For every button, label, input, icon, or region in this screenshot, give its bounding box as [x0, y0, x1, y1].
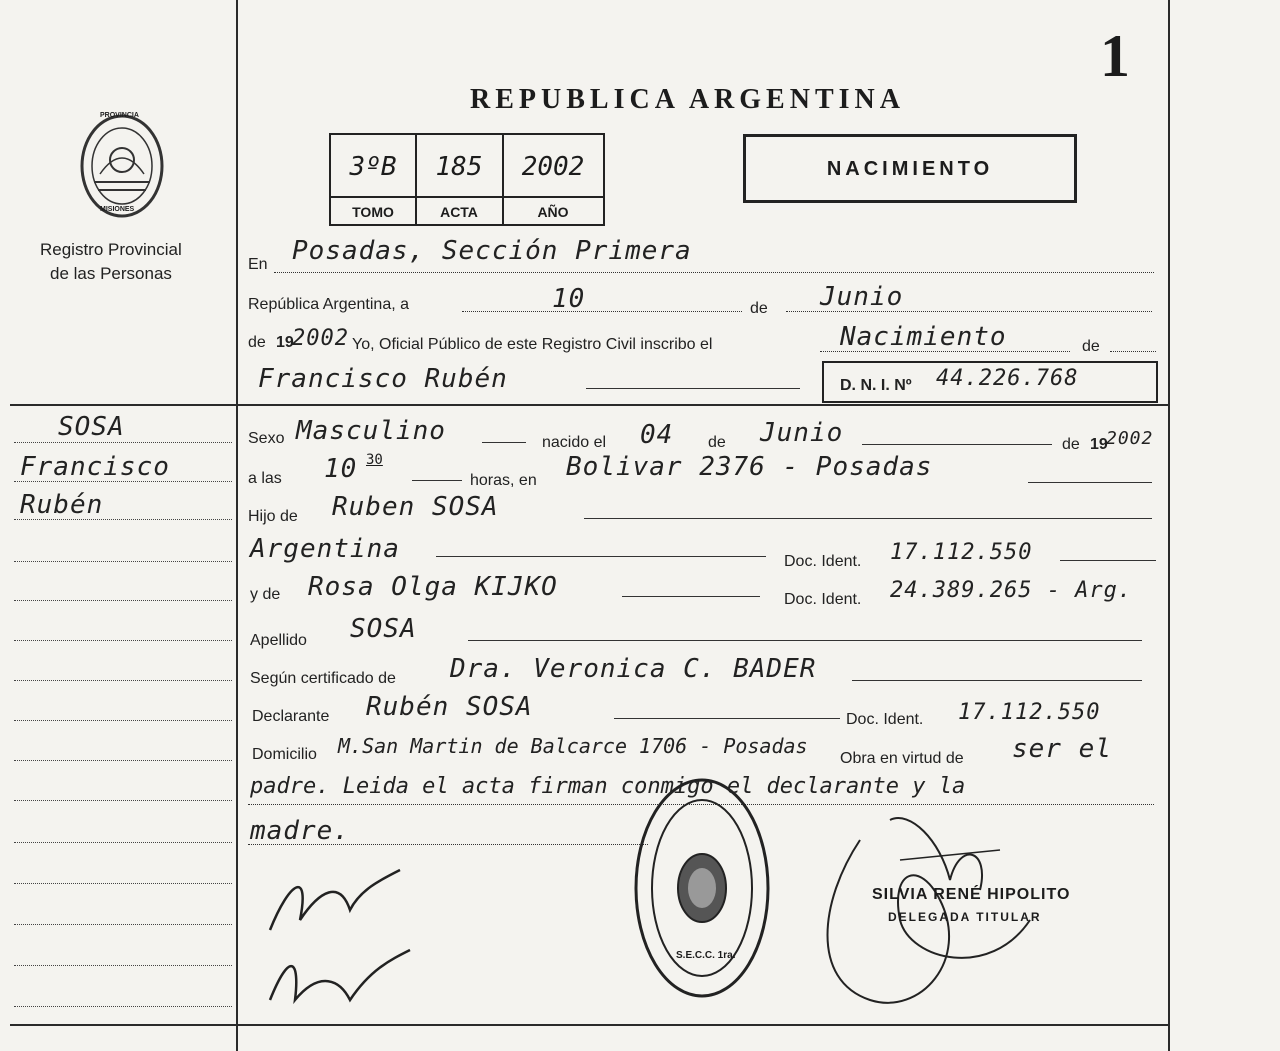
label-year-prefix: 19	[276, 334, 294, 351]
entry-father-nationality: Argentina	[250, 534, 400, 564]
fill-line	[248, 844, 648, 845]
label-de1: de	[750, 300, 768, 317]
label-doc3: Doc. Ident.	[846, 711, 924, 728]
seal-icon	[78, 112, 166, 220]
margin-name1: Francisco	[20, 452, 170, 482]
official-stamp	[632, 776, 772, 1000]
entry-day: 10	[552, 284, 586, 314]
fill-line	[436, 556, 766, 557]
label-en: En	[248, 256, 268, 273]
seal-top-text: PROVINCIA	[100, 112, 139, 119]
margin-line	[14, 842, 232, 843]
signatory-name: SILVIA RENÉ HIPOLITO	[872, 886, 1071, 903]
fill-line	[462, 311, 742, 312]
entry-doctor: Dra. Veronica C. BADER	[450, 654, 817, 684]
margin-line	[14, 519, 232, 520]
page-number: 1	[1100, 23, 1130, 89]
entry-declarant: Rubén SOSA	[366, 692, 533, 722]
entry-text-line1: padre. Leida el acta firman conmigo el declarante y la	[250, 774, 966, 799]
label-segun: Según certificado de	[250, 670, 396, 687]
fill-line	[614, 718, 840, 719]
stamp-bottom-text: S.E.C.C. 1ra.	[676, 950, 736, 961]
entry-hour: 10	[324, 454, 358, 484]
header-separator	[10, 404, 1170, 406]
entry-month: Junio	[820, 282, 904, 312]
entry-mother: Rosa Olga KIJKO	[308, 572, 558, 602]
entry-declarant-doc: 17.112.550	[958, 700, 1101, 725]
fill-line	[274, 272, 1154, 273]
entry-birth-place: Bolivar 2376 - Posadas	[566, 452, 933, 482]
margin-line	[14, 800, 232, 801]
fill-line	[1060, 560, 1156, 561]
right-margin-border	[1168, 0, 1170, 1051]
seal-bottom-text: MISIONES	[100, 206, 135, 213]
fill-line	[468, 640, 1142, 641]
label-doc1: Doc. Ident.	[784, 553, 862, 570]
margin-line	[14, 1006, 232, 1007]
label-inscribo: Yo, Oficial Público de este Registro Civil inscribo el	[352, 336, 713, 353]
label-republica: República Argentina, a	[248, 296, 409, 313]
act-type-label: NACIMIENTO	[826, 158, 994, 180]
acta-value: 185	[435, 152, 483, 182]
entry-text-line2: madre.	[250, 816, 350, 846]
entry-surname: SOSA	[350, 614, 417, 644]
label-dni: D. N. I. Nº	[840, 377, 912, 394]
tomo-label: TOMO	[352, 204, 394, 220]
entry-virtue: ser el	[1012, 734, 1112, 764]
margin-line	[14, 600, 232, 601]
fill-line	[482, 442, 526, 443]
label-yde: y de	[250, 586, 281, 603]
entry-birth-month: Junio	[760, 418, 844, 448]
label-doc2: Doc. Ident.	[784, 591, 862, 608]
margin-line	[14, 442, 232, 443]
entry-birth-year: 2002	[1106, 428, 1154, 449]
provincial-seal	[78, 112, 166, 220]
label-obra: Obra en virtud de	[840, 750, 964, 767]
margin-line	[14, 680, 232, 681]
entry-father: Ruben SOSA	[332, 492, 499, 522]
fill-line	[862, 444, 1052, 445]
anio-value: 2002	[521, 152, 585, 182]
left-column-border	[236, 0, 238, 1051]
margin-name2: Rubén	[20, 490, 104, 520]
bottom-separator	[10, 1024, 1170, 1026]
tomo-value: 3ºB	[349, 152, 397, 182]
label-de2: de	[1082, 338, 1100, 355]
label-de-prefix: de	[248, 334, 266, 351]
anio-label: AÑO	[537, 204, 569, 220]
label-de4: de	[1062, 436, 1080, 453]
margin-line	[14, 561, 232, 562]
label-year-prefix2: 19	[1090, 436, 1108, 453]
entry-minutes: 30	[366, 452, 383, 468]
entry-mother-doc: 24.389.265 - Arg.	[890, 578, 1133, 603]
margin-line	[14, 965, 232, 966]
margin-line	[14, 883, 232, 884]
entry-place: Posadas, Sección Primera	[292, 236, 692, 266]
entry-dni-value: 44.226.768	[936, 366, 1079, 391]
ref-divider-h	[329, 196, 605, 198]
margin-line	[14, 760, 232, 761]
entry-father-doc: 17.112.550	[890, 540, 1033, 565]
label-nacido: nacido el	[542, 434, 607, 451]
entry-address: M.San Martin de Balcarce 1706 - Posadas	[338, 734, 808, 758]
label-de3: de	[708, 434, 726, 451]
margin-line	[14, 924, 232, 925]
fill-line	[584, 518, 1152, 519]
label-horas: horas, en	[470, 472, 537, 489]
mother-signature	[250, 940, 430, 1020]
label-declarante: Declarante	[252, 708, 330, 725]
entry-child-name: Francisco Rubén	[258, 364, 508, 394]
label-domicilio: Domicilio	[252, 746, 317, 763]
country-title: REPUBLICA ARGENTINA	[470, 84, 905, 115]
declarant-signature	[250, 860, 430, 940]
margin-line	[14, 720, 232, 721]
label-sexo: Sexo	[248, 430, 285, 447]
acta-label: ACTA	[440, 204, 478, 220]
margin-surname: SOSA	[58, 412, 125, 442]
registry-name-line2: de las Personas	[50, 264, 172, 283]
signature-icon	[250, 860, 430, 940]
margin-line	[14, 481, 232, 482]
signature-icon	[250, 940, 430, 1020]
registry-name-line1: Registro Provincial	[40, 240, 182, 259]
fill-line	[1110, 351, 1156, 352]
entry-year: 2002	[292, 326, 349, 351]
fill-line	[586, 388, 800, 389]
entry-act: Nacimiento	[840, 322, 1007, 352]
fill-line	[852, 680, 1142, 681]
fill-line	[1028, 482, 1152, 483]
margin-line	[14, 640, 232, 641]
signatory-title: DELEGADA TITULAR	[888, 910, 1042, 924]
entry-birth-day: 04	[640, 420, 674, 450]
stamp-icon	[632, 776, 772, 1000]
label-apellido: Apellido	[250, 632, 307, 649]
fill-line	[412, 480, 462, 481]
label-hijo: Hijo de	[248, 508, 298, 525]
fill-line	[622, 596, 760, 597]
entry-sex: Masculino	[296, 416, 446, 446]
label-alas: a las	[248, 470, 282, 487]
